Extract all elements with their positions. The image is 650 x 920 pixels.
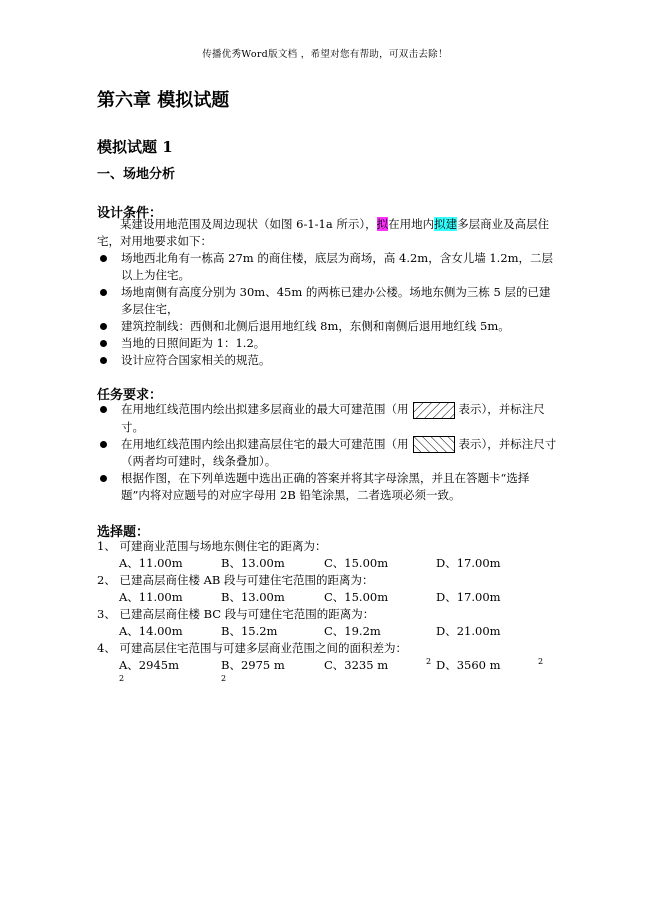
question-text: 4、 可建高层住宅范围与可建多层商业范围之间的面积差为： bbox=[97, 641, 407, 655]
question-text: 1、 可建商业范围与场地东侧住宅的距离为： bbox=[97, 539, 327, 553]
list-item: 当地的日照间距为 1：1.2。 bbox=[97, 335, 557, 352]
option: D、17.00m bbox=[436, 556, 501, 570]
hatch-legend-commercial-icon bbox=[413, 402, 455, 419]
tasks-heading: 任务要求： bbox=[97, 388, 163, 403]
conditions-heading: 设计条件： bbox=[97, 206, 163, 221]
choices-heading: 选择题： bbox=[97, 525, 150, 540]
intro-mid: 在用地内 bbox=[388, 217, 435, 231]
bullet-icon bbox=[100, 255, 107, 262]
exam-title: 模拟试题 1 bbox=[97, 138, 173, 156]
option: D、3560 m $^2$ bbox=[436, 657, 544, 672]
bullet-icon bbox=[100, 340, 107, 347]
intro-highlight-2: 拟建 bbox=[434, 217, 458, 231]
question-item bbox=[97, 572, 557, 606]
choices-list bbox=[97, 538, 557, 691]
list-item: 在用地红线范围内绘出拟建多层商业的最大可建范围（用 表示），并标注尺寸。 bbox=[97, 401, 557, 436]
question-item bbox=[97, 538, 557, 572]
question-text: 3、 已建高层商住楼 BC 段与可建住宅范围的距离为： bbox=[97, 607, 375, 621]
option: B、15.2m bbox=[221, 624, 278, 638]
intro-after: 多层商业及高层住宅，对用地要求如下： bbox=[97, 217, 550, 248]
question-text: 2、 已建高层商住楼 AB 段与可建住宅范围的距离为： bbox=[97, 573, 374, 587]
question-options bbox=[97, 623, 557, 640]
intro-highlight-1: 拟 bbox=[376, 217, 389, 231]
conditions-intro bbox=[97, 216, 557, 250]
section-title: 一、场地分析 bbox=[97, 167, 176, 182]
option: D、21.00m bbox=[436, 624, 501, 638]
bullet-icon bbox=[100, 323, 107, 330]
question-options bbox=[97, 657, 557, 691]
option: A、11.00m bbox=[119, 556, 183, 570]
option: C、19.2m bbox=[324, 624, 381, 638]
option: B、13.00m bbox=[221, 556, 285, 570]
option: A、11.00m bbox=[119, 590, 183, 604]
bullet-icon bbox=[100, 357, 107, 364]
option: B、2975 $m^2$ bbox=[221, 658, 285, 684]
bullet-icon bbox=[100, 406, 107, 413]
bullet-icon bbox=[100, 475, 107, 482]
list-item: 在用地红线范围内绘出拟建高层住宅的最大可建范围（用 表示），并标注尺寸（两者均可建时，线条叠加）。 bbox=[97, 436, 557, 471]
header-note: 传播优秀Word版文档 ，希望对您有帮助，可双击去除！ bbox=[202, 49, 448, 60]
option: D、17.00m bbox=[436, 590, 501, 604]
chapter-title: 第六章 模拟试题 bbox=[97, 90, 230, 111]
bullet-icon bbox=[100, 441, 107, 448]
question-options bbox=[97, 589, 557, 606]
list-item: 建筑控制线：西侧和北侧后退用地红线 8m，东侧和南侧后退用地红线 5m。 bbox=[97, 318, 557, 335]
option: C、15.00m bbox=[324, 556, 389, 570]
hatch-legend-residential-icon bbox=[413, 436, 455, 453]
tasks-bullets bbox=[97, 401, 557, 504]
option: C、3235 m $^2$ bbox=[324, 657, 432, 672]
list-item: 根据作图，在下列单选题中选出正确的答案并将其字母涂黑，并且在答题卡“选择题”内将对应题号的对应字母用 2B 铅笔涂黑，二者选项必须一致。 bbox=[97, 470, 557, 504]
conditions-bullets bbox=[97, 250, 557, 369]
list-item: 场地西北角有一栋高 27m 的商住楼，底层为商场，高 4.2m，含女儿墙 1.2m，二层以上为住宅。 bbox=[97, 250, 557, 284]
option: B、13.00m bbox=[221, 590, 285, 604]
list-item: 设计应符合国家相关的规范。 bbox=[97, 352, 557, 369]
question-options bbox=[97, 555, 557, 572]
list-item: 场地南侧有高度分别为 30m、45m 的两栋已建办公楼。场地东侧为三栋 5 层的已建多层住宅， bbox=[97, 284, 557, 318]
bullet-icon bbox=[100, 289, 107, 296]
intro-before: 某建设用地范围及周边现状（如图 6-1-1a 所示）， bbox=[120, 217, 377, 231]
option: A、$2945m^2$ bbox=[119, 658, 179, 684]
question-item bbox=[97, 640, 557, 691]
option: C、15.00m bbox=[324, 590, 389, 604]
option: A、14.00m bbox=[119, 624, 183, 638]
question-item bbox=[97, 606, 557, 640]
